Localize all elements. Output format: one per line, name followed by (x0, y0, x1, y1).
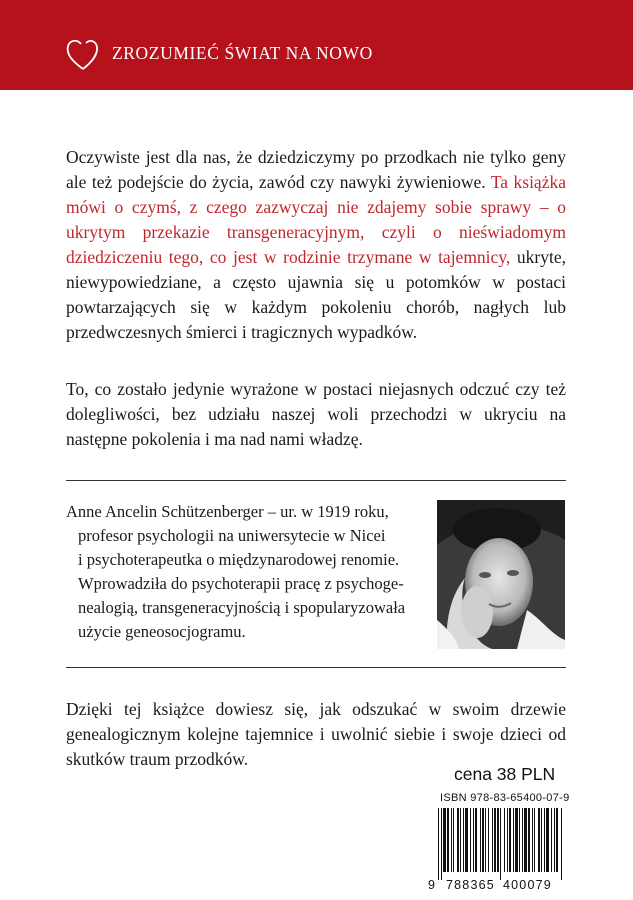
barcode-bar (500, 808, 501, 880)
barcode-bar (492, 808, 493, 872)
barcode-bar (541, 808, 542, 872)
closing-paragraph: Dzięki tej książce dowiesz się, jak odszukać w swoim drzewie genealogicznym kolejne tajemnice i uwolnić siebie i swoje dzieci od skutków traum przodków. (66, 699, 566, 769)
barcode-bar (443, 808, 446, 872)
barcode-bar (488, 808, 489, 872)
barcode-bar (475, 808, 477, 872)
barcode-bar (509, 808, 511, 872)
barcode-bar (453, 808, 454, 872)
intro-paragraph (66, 145, 566, 345)
barcode-bar (482, 808, 484, 872)
barcode-digits-left: 788365 (446, 878, 495, 892)
series-title: ZROZUMIEĆ ŚWIAT NA NOWO (112, 43, 373, 63)
barcode-bar (538, 808, 540, 872)
barcode-bar (534, 808, 535, 872)
author-bio-line: Anne Ancelin Schützenberger – ur. w 1919 roku, (66, 502, 389, 521)
intro-tail-text: ukryte, niewypowiedziane, a często ujawnia się u potomków w postaci powtarzających się w każdym pokoleniu chorób, nagłych lub przedwczesnych śmierci i tragicznych wypadków. (66, 247, 567, 342)
barcode-bar (494, 808, 496, 872)
barcode-digit-first: 9 (428, 878, 437, 892)
barcode-bar (519, 808, 520, 872)
price-label: cena 38 PLN (454, 764, 556, 784)
divider-bottom (66, 667, 566, 668)
barcode-bar (451, 808, 452, 872)
barcode-bar (465, 808, 468, 872)
intro-lead-text: Oczywiste jest dla nas, że dziedziczymy po przodkach nie tylko geny ale też podejście do życia, zawód czy nawyki żywieniowe. (66, 147, 566, 192)
barcode-bar (561, 808, 562, 880)
barcode-bar (556, 808, 558, 872)
barcode-bar (554, 808, 555, 872)
barcode-bar (551, 808, 552, 872)
barcode-bar (522, 808, 523, 872)
author-bio-line: Wprowadziła do psychoterapii pracę z psychoge- (78, 574, 404, 593)
barcode-bar (544, 808, 545, 872)
author-bio (66, 500, 416, 644)
barcode-bar (463, 808, 464, 872)
barcode-bar (438, 808, 439, 880)
divider-top (66, 480, 566, 481)
heart-outline-icon (62, 36, 104, 72)
barcode-bar (528, 808, 530, 872)
barcode-bar (480, 808, 481, 872)
barcode-bar (515, 808, 518, 872)
barcode-digits-right: 400079 (503, 878, 552, 892)
author-bio-line: profesor psychologii na uniwersytecie w Nicei (78, 526, 386, 545)
author-photo (437, 500, 565, 649)
barcode-bar (504, 808, 505, 872)
header-band (0, 0, 633, 90)
barcode-bar (507, 808, 508, 872)
barcode-bar (470, 808, 471, 872)
barcode-bar (497, 808, 499, 872)
author-bio-line: nealogią, transgeneracyjnością i spopularyzowała (78, 598, 406, 617)
isbn-label: ISBN 978-83-65400-07-9 (440, 792, 570, 804)
barcode-bar (457, 808, 459, 872)
barcode-bar (441, 808, 442, 880)
intro-highlight-text: Ta książka mówi o czymś, z czego zazwyczaj nie zdajemy sobie sprawy – o ukrytym przekazie transgeneracyjnym, czyli o nieświadomym dziedziczeniu tego, co jest w rodzinie trzymane w tajemnicy, (66, 172, 566, 267)
second-paragraph: To, co zostało jedynie wyrażone w postaci niejasnych odczuć czy też dolegliwości, bez udziału naszej woli przechodzi w ukryciu na następne pokolenia i ma nad nami władzę. (66, 379, 566, 449)
barcode-bar (485, 808, 486, 872)
barcode-bar (513, 808, 514, 872)
barcode-bar (447, 808, 449, 872)
barcode-bar (532, 808, 533, 872)
author-bio-line: i psychoterapeutka o międzynarodowej renomie. (78, 550, 400, 569)
barcode-bar (460, 808, 461, 872)
barcode-bar (546, 808, 549, 872)
author-bio-line: użycie geneosocjogramu. (78, 622, 246, 641)
barcode-bar (524, 808, 527, 872)
barcode-bar (473, 808, 474, 872)
